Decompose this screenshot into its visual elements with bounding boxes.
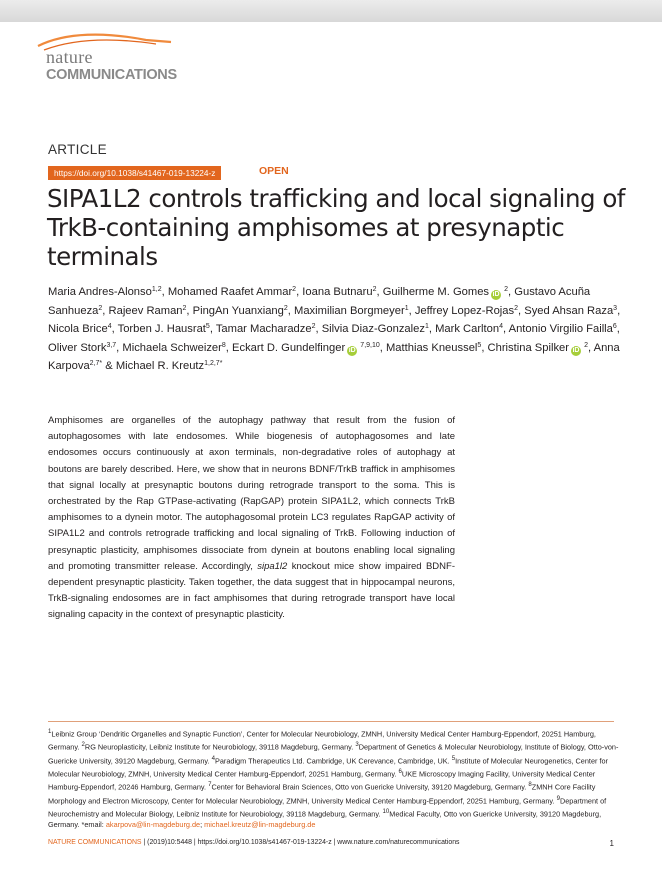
author-name[interactable]: Mark Carlton	[435, 323, 500, 336]
article-title: SIPA1L2 controls trafficking and local signaling of TrkB-containing amphisomes at presynaptic terminals	[47, 184, 625, 271]
abstract	[48, 413, 455, 624]
author-affiliation: 8	[221, 341, 226, 349]
abstract-part-1: Amphisomes are organelles of the autophagy pathway that result from the fusion of autophagosomes with late endosomes. While biogenesis of autophagosomes and late endosomes occurs continuously at axon terminals, non-degradative roles of autophagy at boutons are barely described. Here, we show that in neurons BDNF/TrkB traffick in amphisomes that signal locally at presynaptic boutons during retrograde transport to the soma. This is orchestrated by the Rap GTPase-activating (RapGAP) protein SIPA1L2, which connects TrkB amphisomes to a dynein motor. The autophagosomal protein LC3 regulates RapGAP activity of SIPA1L2 and controls retrograde trafficking and local signaling of TrkB. Following induction of presynaptic plasticity, amphisomes dissociate from dynein at boutons enabling local signaling and promoting transmitter release. Accordingly,	[48, 415, 455, 572]
affiliation-text: Department of Neurochemistry and Molecular Biology, Leibniz Institute for Neurobiology, 39118 Magdeburg, Germany.	[48, 796, 607, 819]
affiliation-number: 7	[208, 781, 212, 789]
open-access-label: OPEN	[259, 165, 289, 177]
author-name[interactable]: Jeffrey Lopez-Rojas	[414, 304, 515, 317]
author-name[interactable]: Maria Andres-Alonso	[48, 286, 152, 298]
orcid-icon[interactable]: iD	[492, 291, 500, 298]
author-affiliation: 6	[612, 323, 617, 331]
author-separator: ,	[116, 341, 123, 354]
author-affiliation: 2	[372, 286, 377, 293]
affiliation-number: 10	[382, 807, 390, 815]
author-affiliation: 2	[182, 304, 187, 312]
author-name[interactable]: Gustavo Acuña Sanhueza	[48, 286, 591, 317]
author-affiliation: 1,2	[151, 286, 162, 293]
author-name[interactable]: Ioana Butnaru	[302, 286, 373, 298]
author-name[interactable]: Silvia Diaz-Gonzalez	[321, 323, 425, 336]
author-name[interactable]: Tamar Macharadze	[215, 323, 312, 336]
author-separator: ,	[315, 323, 322, 336]
abstract-part-2: knockout mice show impaired BDNF-dependent presynaptic plasticity. Taken together, the data suggest that in hippocampal neurons, TrkB-signaling endosomes are in fact amphisomes that during retrograde transport have local signaling capacity in the context of presynaptic plasticity.	[48, 560, 455, 621]
author-name[interactable]: Anna Karpova	[48, 341, 620, 373]
affiliation-text: Center for Behavioral Brain Sciences, Otto von Guericke University, 39120 Magdeburg, Germany.	[211, 782, 529, 792]
author-separator: ,	[379, 341, 386, 354]
journal-logo	[36, 30, 196, 85]
author-name[interactable]: Michael R. Kreutz	[115, 360, 205, 373]
email-link[interactable]: akarpova@lin-magdeburg.de	[105, 820, 201, 830]
author-affiliation: 3	[613, 304, 618, 312]
author-affiliation: 3,7	[106, 341, 117, 349]
author-affiliation: 7,9,10	[360, 341, 380, 349]
author-separator: ,	[287, 304, 295, 317]
author-separator: ,	[102, 304, 109, 317]
affiliation-divider	[48, 721, 614, 722]
author-name[interactable]: Maximilian Borgmeyer	[294, 304, 405, 317]
author-separator: ,	[617, 304, 621, 317]
affiliation-number: 3	[355, 741, 359, 749]
author-name[interactable]: PingAn Yuanxiang	[192, 304, 284, 317]
logo-text-nature: nature	[46, 47, 93, 67]
author-separator: ,	[481, 341, 488, 354]
author-name[interactable]: Syed Ahsan Raza	[524, 304, 614, 317]
author-separator: ,	[503, 323, 509, 336]
author-affiliation: 5	[205, 323, 210, 331]
author-affiliation: 2	[98, 304, 103, 312]
author-name[interactable]: Torben J. Hausrat	[117, 323, 206, 336]
author-affiliation: 4	[107, 323, 112, 331]
affiliation-number: 6	[398, 767, 402, 775]
author-affiliation: 1,2,7*	[204, 360, 223, 368]
author-separator: ,	[428, 323, 436, 336]
affiliation-text: Medical Faculty, Otto von Guericke University, 39120 Magdeburg, Germany.	[48, 809, 602, 830]
author-name[interactable]: Mohamed Raafet Ammar	[167, 286, 293, 298]
author-name[interactable]: Antonio Virgilio Failla	[508, 323, 613, 336]
author-list	[48, 283, 628, 376]
page-footer	[48, 839, 614, 846]
affiliation-number: 9	[556, 794, 560, 802]
author-separator: ,	[518, 304, 525, 317]
author-separator: ,	[296, 286, 303, 298]
author-affiliation: 2,7*	[89, 360, 103, 368]
author-name[interactable]: Eckart D. Gundelfinger	[232, 341, 346, 354]
email-link[interactable]: michael.kreutz@lin-magdeburg.de	[204, 820, 316, 830]
affiliation-text: ZMNH Core Facility Morphology and Electron Microscopy, Center for Molecular Neurobiology, ZMNH, University Medical Center Hamburg-Eppendorf, 20251 Hamburg, Germany.	[48, 782, 596, 806]
email-label: *email:	[81, 820, 106, 830]
author-separator: ,	[111, 323, 118, 336]
article-type-label: ARTICLE	[48, 142, 107, 157]
affiliation-text: RG Neuroplasticity, Leibniz Institute for Neurobiology, 39118 Magdeburg, Germany.	[84, 742, 356, 752]
author-affiliation: 2	[504, 286, 509, 293]
affiliation-text: Paradigm Therapeutics Ltd. Cambridge, UK Cerevance, Cambridge, UK.	[214, 756, 452, 766]
author-name[interactable]: Matthias Kneussel	[385, 341, 478, 354]
author-name[interactable]: Rajeev Raman	[108, 304, 183, 317]
affiliation-number: 1	[48, 728, 52, 735]
top-bar	[0, 0, 662, 22]
affiliation-text: Leibniz Group ‘Dendritic Organelles and Synaptic Function’, Center for Molecular Neurobiology, ZMNH, University Medical Center Hamburg-Eppendorf, 20251 Hamburg, Germany.	[48, 729, 596, 752]
author-separator: ,	[588, 341, 594, 354]
footer-citation: | (2019)10:5448 | https://doi.org/10.1038/s41467-019-13224-z | www.nature.com/naturecommunications	[141, 839, 460, 846]
orcid-icon[interactable]: iD	[572, 346, 580, 354]
affiliation-number: 8	[528, 781, 532, 789]
affiliation-text: Institute of Molecular Neurogenetics, Center for Molecular Neurobiology, ZMNH, University Medical Center Hamburg-Eppendorf, 20251 Hamburg, Germany.	[48, 756, 608, 779]
abstract-gene-italic: sipa1l2	[257, 560, 288, 572]
author-separator: ,	[616, 323, 620, 336]
footer-journal: NATURE COMMUNICATIONS	[48, 839, 142, 846]
author-name[interactable]: Guilherme M. Gomes	[382, 286, 490, 298]
author-separator: ,	[408, 304, 415, 317]
author-separator: ,	[376, 286, 383, 298]
author-separator: ,	[225, 341, 233, 354]
author-affiliation: 2	[292, 286, 297, 293]
affiliation-number: 2	[81, 741, 85, 749]
author-name[interactable]: Oliver Stork	[48, 341, 107, 354]
author-affiliation: 2	[311, 323, 316, 331]
author-affiliation: 1	[424, 323, 429, 331]
author-separator: ,	[186, 304, 193, 317]
author-affiliation: 2	[514, 304, 519, 312]
author-separator: ,	[209, 323, 216, 336]
author-affiliation: 2	[584, 341, 588, 349]
author-affiliation: 4	[499, 323, 504, 331]
doi-link[interactable]: https://doi.org/10.1038/s41467-019-13224-z	[48, 166, 221, 180]
author-separator: ,	[161, 286, 168, 298]
affiliation-number: 5	[451, 754, 456, 762]
affiliation-number: 4	[211, 754, 215, 762]
orcid-icon[interactable]: iD	[348, 346, 356, 354]
affiliation-text: Department of Genetics & Molecular Neurobiology, Institute of Biology, Otto-von-Guericke University, 39120 Magdeburg, Germany.	[48, 742, 619, 766]
affiliation-text: UKE Microscopy Imaging Facility, University Medical Center Hamburg-Eppendorf, 20246 Hamburg, Germany.	[48, 769, 596, 792]
affiliations: $^1$Leibniz Group ‘Dendritic Organelles and Synaptic Function’, Center for Molecular Neurobiology, ZMNH, University Medical Center Hamburg-Eppendorf, 20251 Hamburg, Germany. $^2$RG Neuroplasticity, Leibniz Institute for Neurobiology, 39118 Magdeburg, Germany. $^3$Department of Genetics & Molecular Neurobiology, Institute of Biology, Otto-von-Guericke University, 39120 Magdeburg, Germany. $^4$Paradigm Therapeutics Ltd. Cambridge, UK Cerevance, Cambridge, UK. $^5$Institute of Molecular Neurogenetics, Center for Molecular Neurobiology, ZMNH, University Medical Center Hamburg-Eppendorf, 20251 Hamburg, Germany. $^6$UKE Microscopy Imaging Facility, University Medical Center Hamburg-Eppendorf, 20246 Hamburg, Germany. $^7$Center for Behavioral Brain Sciences, Otto von Guericke University, 39120 Magdeburg, Germany. $^8$ZMNH Core Facility Morphology and Electron Microscopy, Center for Molecular Neurobiology, ZMNH, University Medical Center Hamburg-Eppendorf, 20251 Hamburg, Germany. $^9$Department of Neurochemistry and Molecular Biology, Leibniz Institute for Neurobiology, 39118 Magdeburg, Germany. $^{10}$Medical Faculty, Otto von Guericke University, 39120 Magdeburg, Germany. *email: akarpova@lin-magdeburg.de; michael.kreutz@lin-magdeburg.de	[48, 728, 619, 830]
author-separator: &	[102, 360, 116, 373]
author-separator: ,	[508, 286, 515, 298]
author-affiliation: 2	[283, 304, 288, 312]
author-name[interactable]: Nicola Brice	[48, 323, 108, 336]
author-affiliation: 1	[404, 304, 409, 312]
logo-text-communications: COMMUNICATIONS	[46, 67, 177, 83]
page-number: 1	[609, 839, 614, 848]
author-affiliation: 5	[477, 341, 482, 349]
author-name[interactable]: Christina Spilker	[487, 341, 569, 354]
author-name[interactable]: Michaela Schweizer	[122, 341, 222, 354]
